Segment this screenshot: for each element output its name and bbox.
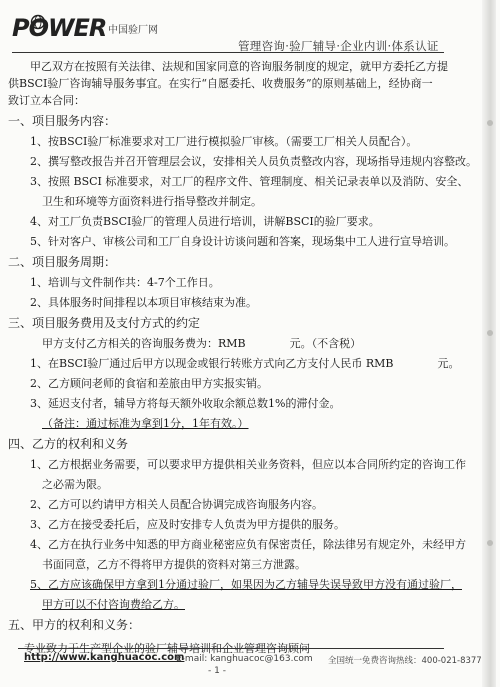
section-heading: 二、项目服务周期： (8, 255, 117, 269)
section-heading: 五、甲方的权利和义务： (8, 618, 141, 632)
intro-line: 致订立本合同： (8, 94, 85, 107)
fee-note: （备注：通过标准为拿到1分，1年有效。） (42, 417, 249, 430)
section-heading: 四、乙方的权利和义务 (8, 437, 129, 451)
list-item-continuation: 甲方可以不付咨询费给乙方。 (42, 598, 185, 611)
footer-hotline: 全国统一免费咨询热线：400-021-8377 (328, 656, 482, 666)
header-slogan: 管理咨询·验厂辅导·企业内训·体系认证 (238, 39, 439, 53)
list-item-continuation: 卫生和环境等方面资料进行指导整改并制定。 (42, 195, 262, 208)
intro-line: 供BSCI验厂咨询辅导服务事宜。在实行“自愿委托、收费服务”的原则基础上，经协商一 (8, 77, 433, 90)
company-logo (12, 10, 212, 50)
list-item-continuation: 之必需为限。 (42, 478, 108, 491)
binding-strip (482, 0, 496, 687)
list-item: 4、乙方在执行业务中知悉的甲方商业秘密应负有保密责任，除法律另有规定外，未经甲方 (30, 538, 466, 551)
list-item: 2、具体服务时间排程以本项目审核结束为准。 (30, 296, 257, 309)
punch-hole (487, 120, 493, 126)
footer-url-link[interactable]: http://www.kanghuacoc.com (24, 652, 185, 663)
section-heading: 一、项目服务内容： (8, 114, 117, 128)
logo-subtitle: 中国验厂网 (108, 25, 158, 36)
footer-email: E-mail: kanghuacoc@163.com (176, 654, 313, 664)
list-item: 2、乙方顾问老师的食宿和差旅由甲方实报实销。 (30, 377, 268, 390)
page-number: - 1 - (208, 666, 226, 676)
fee-line: 甲方支付乙方相关的咨询服务费为：RMB 元。（不含税） (42, 337, 362, 350)
logo-wordmark: POWER (12, 14, 107, 42)
list-item: 3、延迟支付者，辅导方将每天额外收取余额总数1%的滞付金。 (30, 397, 341, 410)
list-item: 1、按BSCI验厂标准要求对工厂进行模拟验厂审核。（需要工厂相关人员配合）。 (30, 135, 418, 148)
list-item: 5、乙方应该确保甲方拿到1分通过验厂，如果因为乙方辅导失误导致甲方没有通过验厂， (30, 578, 462, 591)
footer-slogan: 专业致力于生产型企业的验厂辅导培训和企业管理咨询顾问 (24, 642, 310, 655)
globe-icon (30, 14, 46, 30)
list-item-continuation: 书面同意，乙方不得将甲方提供的资料对第三方泄露。 (42, 558, 306, 571)
list-item: 3、按照 BSCI 标准要求，对工厂的程序文件、管理制度、相关记录表单以及消防、安全、 (30, 175, 469, 188)
list-item: 3、乙方在接受委托后，应及时安排专人负责为甲方提供的服务。 (30, 518, 345, 531)
header-divider (12, 52, 444, 53)
list-item: 1、培训与文件制作共：4-7个工作日。 (30, 276, 220, 289)
list-item: 4、对工厂负责BSCI验厂的管理人员进行培训，讲解BSCI的验厂要求。 (30, 215, 380, 228)
contract-body (8, 58, 477, 636)
punch-hole (487, 540, 493, 546)
intro-line: 甲乙双方在按照有关法律、法规和国家同意的咨询服务制度的规定，就甲方委托乙方提 (30, 60, 448, 73)
list-item: 2、乙方可以约请甲方相关人员配合协调完成咨询服务内容。 (30, 498, 323, 511)
list-item: 1、乙方根据业务需要，可以要求甲方提供相关业务资料，但应以本合同所约定的咨询工作 (30, 458, 466, 471)
footer-divider (18, 648, 444, 649)
list-item: 1、在BSCI验厂通过后甲方以现金或银行转账方式向乙方支付人民币 RMB 元。 (30, 357, 460, 370)
list-item: 5、针对客户、审核公司和工厂自身设计访谈问题和答案，现场集中工人进行宣导培训。 (30, 235, 455, 248)
punch-hole (487, 330, 493, 336)
section-heading: 三、项目服务费用及支付方式的约定 (8, 316, 201, 330)
list-item: 2、撰写整改报告并召开管理层会议，安排相关人员负责整改内容，现场指导违规内容整改。 (30, 155, 477, 168)
